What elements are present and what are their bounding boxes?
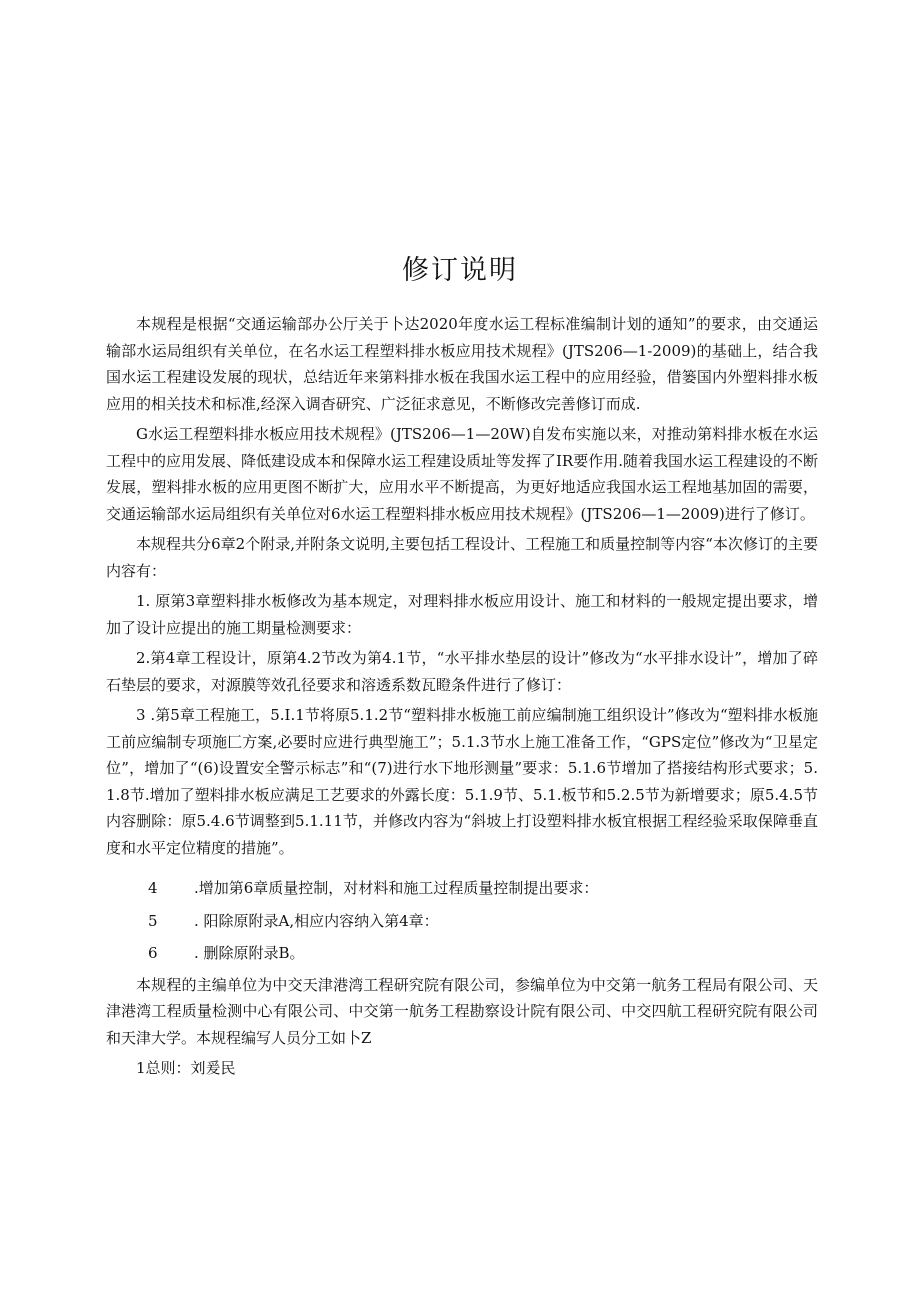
list-text: . 删除原附录B。	[194, 944, 305, 962]
list-text: .增加第6章质量控制，对材料和施工过程质量控制提出要求：	[194, 879, 599, 897]
revision-item-2: 2.第4章工程设计，原第4.2节改为第4.1节，“水平排水垫层的设计”修改为“水平排水设计”，增加了碎石垫层的要求，对源膜等效孔径要求和溶透系数瓦瞪条件进行了修订：	[106, 649, 818, 694]
revision-item-3: 3 .第5章工程施工，5.I.1节将原5.1.2节“塑料排水板施工前应编制施工组织设计”修改为“塑料排水板施工前应编制专项施匚方案,必要时应进行典型施工”；5.1.3节水上施工准备工作，“GPS定位”修改为“卫星定位”，增加了“(6)设置安全警示标志”和“(7)进行水下地形测量”要求：5.1.6节增加了搭接结构形式要求；5.1.8节.增加了塑料排水板应满足工艺要求的外露长度：5.1.9节、5.1.板节和5.2.5节为新增要求；原5.4.5节内容删除：原5.4.6节调整到5.1.11节，并修改内容为“斜坡上打设塑料排水板宜根据工程经验采取保障垂直度和水平定位精度的措施”。	[106, 706, 818, 857]
revision-item-5	[106, 908, 818, 935]
paragraph-background: G水运工程塑料排水板应用技术规程》(JTS206—1—20W)自发布实施以来，对推动第料排水板在水运工程中的应用发展、降低建设成本和保障水运工程建设质址等发挥了IR要作用.随着我国水运工程建设的不断发展，塑料排水板的应用更图不断扩大，应用水平不断提高，为更好地适应我国水运工程地基加固的需要，交通运输部水运局组织有关单位对6水运工程塑料排水板应用技术规程》(JTS206—1—2009)进行了修订。	[106, 425, 818, 523]
list-text: . 阳除原附录A,相应内容纳入第4章：	[194, 911, 439, 930]
list-number: 6	[148, 944, 158, 962]
list-number: 5	[148, 911, 158, 930]
document-body	[106, 311, 818, 1086]
revision-item-6	[106, 940, 818, 967]
list-number: 4	[148, 879, 158, 897]
revision-item-4	[106, 875, 818, 902]
paragraph-overview: 本规程共分6章2个附录,并附条文说明,主要包括工程设计、工程施工和质量控制等内容“本次修订的主要内容有：	[106, 535, 818, 580]
revision-item-1: 1. 原第3章塑料排水板修改为基本规定，对理料排水板应用设计、施工和材料的一般规定提出要求，增加了设计应提出的施工期量检测要求：	[106, 592, 818, 637]
paragraph-intro: 本规程是根据“交通运输部办公厅关于卜达2020年度水运工程标准编制计划的通知”的要求，由交通运输部水运局组织有关单位，在名水运工程塑料排水板应用技术规程》(JTS206—1-2009)的基础上，结合我国水运工程建设发展的现状，总结近年来第料排水板在我国水运工程中的应用经验，借篓国内外塑料排水板应用的相关技术和标准,经深入调杳研究、广泛征求意见，不断修改完善修订而成.	[106, 315, 818, 413]
paragraph-chapter-1: 1总则：刘爰民	[136, 1059, 236, 1077]
paragraph-authors: 本规程的主编单位为中交天津港湾工程研究院有限公司，参编单位为中交第一航务工程局有限公司、天津港湾工程质量检测中心有限公司、中交第一航务工程勘察设计院有限公司、中交四航工程研究院有限公司和天津大学。本规程编写人员分工如卜Z	[106, 975, 818, 1047]
page-title: 修订说明	[402, 255, 518, 286]
